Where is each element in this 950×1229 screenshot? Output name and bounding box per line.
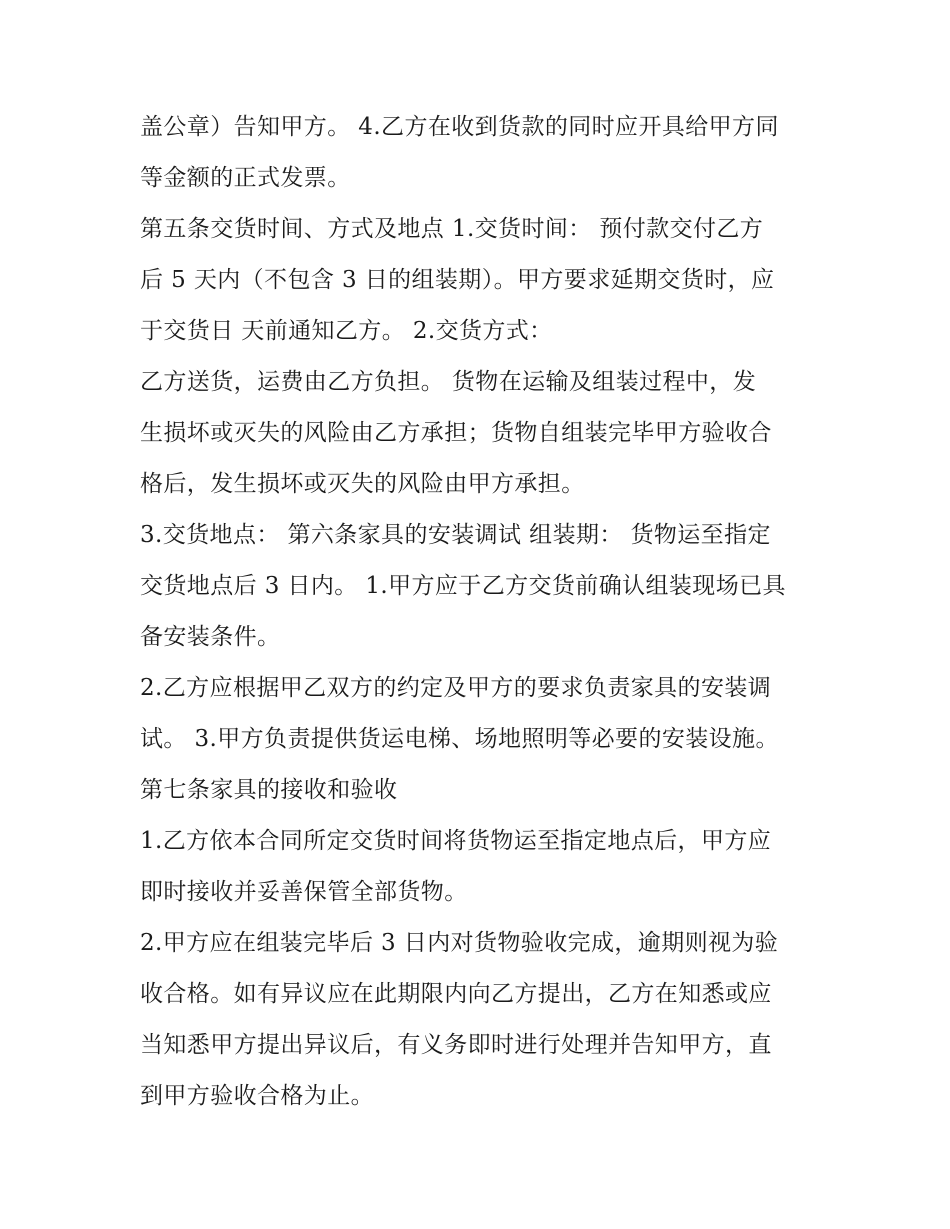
- text-line: 3.交货地点： 第六条家具的安装调试 组装期： 货物运至指定: [140, 522, 771, 548]
- text-line: 生损坏或灭失的风险由乙方承担；货物自组装完毕甲方验收合: [140, 420, 772, 446]
- text-line: 2.甲方应在组装完毕后 3 日内对货物验收完成，逾期则视为验: [140, 930, 779, 956]
- text-line: 2.乙方应根据甲乙双方的约定及甲方的要求负责家具的安装调: [140, 675, 772, 701]
- text-line: 乙方送货，运费由乙方负担。 货物在运输及组装过程中，发: [140, 369, 757, 395]
- text-line: 备安装条件。: [140, 624, 281, 650]
- text-line: 当知悉甲方提出异议后，有义务即时进行处理并告知甲方，直: [140, 1032, 772, 1058]
- text-line: 试。 3.甲方负责提供货运电梯、场地照明等必要的安装设施。: [140, 726, 779, 752]
- text-line: 交货地点后 3 日内。 1.甲方应于乙方交货前确认组装现场已具: [140, 573, 786, 599]
- text-line: 到甲方验收合格为止。: [140, 1083, 374, 1109]
- text-line: 等金额的正式发票。: [140, 165, 351, 191]
- text-line: 格后，发生损坏或灭失的风险由甲方承担。: [140, 471, 585, 497]
- text-line: 收合格。如有异议应在此期限内向乙方提出，乙方在知悉或应: [140, 981, 772, 1007]
- text-line: 后 5 天内（不包含 3 日的组装期）。甲方要求延期交货时，应: [140, 267, 775, 293]
- text-line: 1.乙方依本合同所定交货时间将货物运至指定地点后，甲方应: [140, 828, 772, 854]
- text-line: 即时接收并妥善保管全部货物。: [140, 879, 468, 905]
- text-line: 第五条交货时间、方式及地点 1.交货时间： 预付款交付乙方: [140, 216, 764, 242]
- text-line: 盖公章）告知甲方。 4.乙方在收到货款的同时应开具给甲方同: [140, 114, 779, 140]
- document-body: [140, 102, 820, 1122]
- section-heading-article-7: 第七条家具的接收和验收: [140, 777, 398, 803]
- text-line: 于交货日 天前通知乙方。 2.交货方式：: [140, 318, 553, 344]
